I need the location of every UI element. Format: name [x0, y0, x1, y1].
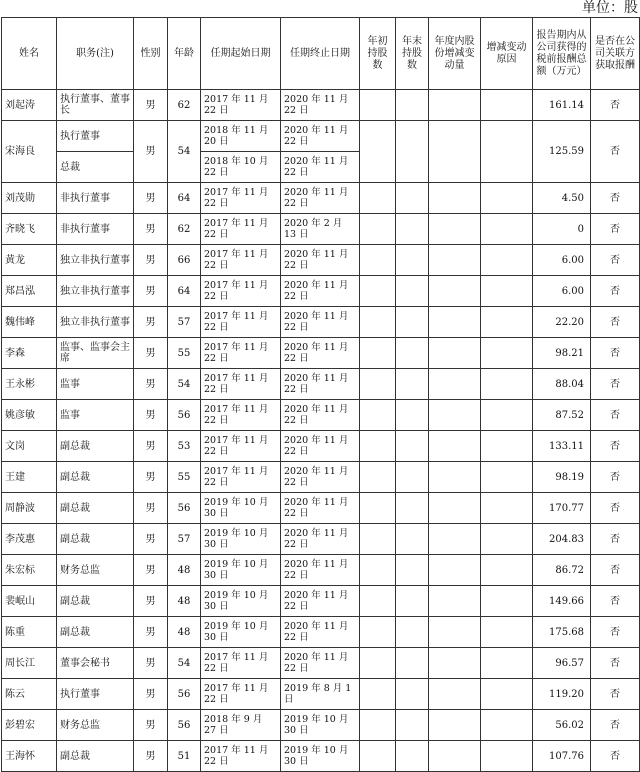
table-row: [2, 710, 640, 741]
cell-related-pay: 否: [591, 338, 640, 369]
cell-shares-begin: [360, 183, 396, 214]
cell-change-reason: [481, 710, 533, 741]
cell-shares-end: [396, 431, 429, 462]
cell-age: 62: [168, 214, 201, 245]
cell-gender: 男: [134, 276, 168, 307]
cell-change-reason: [481, 679, 533, 710]
cell-start-date: 2017 年 11 月 22 日: [201, 276, 281, 307]
cell-shares-end: [396, 121, 429, 183]
cell-gender: 男: [134, 245, 168, 276]
cell-title: 副总裁: [57, 617, 134, 648]
cell-end-date: 2020 年 11 月 22 日: [281, 462, 360, 493]
cell-shares-end: [396, 617, 429, 648]
cell-title: 总裁: [57, 152, 134, 183]
cell-shares-begin: [360, 679, 396, 710]
cell-shares-change: [429, 741, 481, 772]
cell-gender: 男: [134, 400, 168, 431]
cell-shares-change: [429, 276, 481, 307]
cell-title: 非执行董事: [57, 214, 134, 245]
cell-change-reason: [481, 586, 533, 617]
cell-title: 副总裁: [57, 741, 134, 772]
cell-gender: 男: [134, 493, 168, 524]
header-start-date: 任期起始日期: [201, 18, 281, 90]
cell-title: 董事会秘书: [57, 648, 134, 679]
executive-compensation-table: [1, 17, 640, 772]
cell-title: 财务总监: [57, 555, 134, 586]
header-gender: 性别: [134, 18, 168, 90]
cell-change-reason: [481, 90, 533, 121]
cell-age: 56: [168, 679, 201, 710]
cell-change-reason: [481, 400, 533, 431]
cell-change-reason: [481, 121, 533, 183]
cell-shares-change: [429, 586, 481, 617]
cell-name: 裴岷山: [2, 586, 57, 617]
cell-shares-begin: [360, 214, 396, 245]
cell-shares-begin: [360, 400, 396, 431]
cell-shares-end: [396, 524, 429, 555]
table-row: [2, 679, 640, 710]
cell-shares-change: [429, 338, 481, 369]
cell-change-reason: [481, 617, 533, 648]
cell-shares-change: [429, 307, 481, 338]
cell-shares-end: [396, 741, 429, 772]
cell-title: 副总裁: [57, 493, 134, 524]
cell-related-pay: 否: [591, 90, 640, 121]
cell-shares-change: [429, 183, 481, 214]
cell-name: 黄龙: [2, 245, 57, 276]
cell-gender: 男: [134, 214, 168, 245]
cell-age: 48: [168, 617, 201, 648]
cell-pay-total: 125.59: [533, 121, 591, 183]
cell-change-reason: [481, 555, 533, 586]
cell-shares-end: [396, 555, 429, 586]
header-name: 姓名: [2, 18, 57, 90]
cell-shares-end: [396, 307, 429, 338]
cell-end-date: 2020 年 2 月 13 日: [281, 214, 360, 245]
cell-start-date: 2019 年 10 月 30 日: [201, 586, 281, 617]
cell-shares-change: [429, 90, 481, 121]
cell-shares-begin: [360, 617, 396, 648]
cell-age: 64: [168, 183, 201, 214]
cell-age: 48: [168, 586, 201, 617]
cell-end-date: 2020 年 11 月 22 日: [281, 431, 360, 462]
cell-name: 陈云: [2, 679, 57, 710]
cell-related-pay: 否: [591, 400, 640, 431]
cell-shares-begin: [360, 90, 396, 121]
cell-shares-end: [396, 276, 429, 307]
header-shares-end: 年末持股数: [396, 18, 429, 90]
cell-change-reason: [481, 183, 533, 214]
cell-name: 李森: [2, 338, 57, 369]
cell-related-pay: 否: [591, 183, 640, 214]
table-row: [2, 741, 640, 772]
cell-shares-change: [429, 710, 481, 741]
cell-related-pay: 否: [591, 493, 640, 524]
cell-age: 54: [168, 648, 201, 679]
cell-name: 王建: [2, 462, 57, 493]
cell-name: 彭碧宏: [2, 710, 57, 741]
cell-title: 财务总监: [57, 710, 134, 741]
cell-shares-end: [396, 245, 429, 276]
cell-change-reason: [481, 741, 533, 772]
cell-shares-change: [429, 524, 481, 555]
cell-shares-end: [396, 90, 429, 121]
cell-shares-begin: [360, 648, 396, 679]
cell-end-date: 2020 年 11 月 22 日: [281, 121, 360, 152]
cell-start-date: 2018 年 10 月 22 日: [201, 152, 281, 183]
cell-age: 54: [168, 369, 201, 400]
cell-related-pay: 否: [591, 369, 640, 400]
cell-gender: 男: [134, 710, 168, 741]
cell-age: 51: [168, 741, 201, 772]
cell-end-date: 2020 年 11 月 22 日: [281, 183, 360, 214]
cell-pay-total: 107.76: [533, 741, 591, 772]
cell-shares-end: [396, 183, 429, 214]
table-row: [2, 400, 640, 431]
cell-shares-begin: [360, 741, 396, 772]
cell-age: 56: [168, 400, 201, 431]
cell-start-date: 2019 年 10 月 30 日: [201, 617, 281, 648]
cell-related-pay: 否: [591, 741, 640, 772]
header-shares-begin: 年初持股数: [360, 18, 396, 90]
cell-shares-end: [396, 586, 429, 617]
cell-age: 66: [168, 245, 201, 276]
cell-age: 48: [168, 555, 201, 586]
cell-start-date: 2017 年 11 月 22 日: [201, 679, 281, 710]
cell-end-date: 2019 年 8 月 1 日: [281, 679, 360, 710]
cell-related-pay: 否: [591, 245, 640, 276]
unit-label: 单位：股: [582, 0, 638, 16]
cell-change-reason: [481, 648, 533, 679]
cell-name: 王海怀: [2, 741, 57, 772]
table-row: [2, 183, 640, 214]
cell-change-reason: [481, 431, 533, 462]
cell-end-date: 2020 年 11 月 22 日: [281, 555, 360, 586]
table-row: [2, 338, 640, 369]
cell-pay-total: 175.68: [533, 617, 591, 648]
cell-shares-change: [429, 245, 481, 276]
header-pay-total: 报告期内从公司获得的税前报酬总额（万元）: [533, 18, 591, 90]
cell-start-date: 2017 年 11 月 22 日: [201, 369, 281, 400]
cell-pay-total: 6.00: [533, 245, 591, 276]
cell-start-date: 2017 年 11 月 22 日: [201, 90, 281, 121]
cell-gender: 男: [134, 183, 168, 214]
cell-title: 监事、监事会主席: [57, 338, 134, 369]
table-row: [2, 648, 640, 679]
cell-related-pay: 否: [591, 679, 640, 710]
cell-pay-total: 161.14: [533, 90, 591, 121]
cell-shares-end: [396, 648, 429, 679]
cell-age: 53: [168, 431, 201, 462]
table-row: [2, 586, 640, 617]
cell-gender: 男: [134, 90, 168, 121]
cell-shares-begin: [360, 462, 396, 493]
cell-end-date: 2020 年 11 月 22 日: [281, 276, 360, 307]
cell-shares-change: [429, 121, 481, 183]
cell-end-date: 2020 年 11 月 22 日: [281, 493, 360, 524]
cell-end-date: 2020 年 11 月 22 日: [281, 307, 360, 338]
cell-age: 56: [168, 493, 201, 524]
cell-change-reason: [481, 276, 533, 307]
cell-name: 齐晓飞: [2, 214, 57, 245]
cell-shares-begin: [360, 307, 396, 338]
cell-end-date: 2020 年 11 月 22 日: [281, 338, 360, 369]
cell-age: 56: [168, 710, 201, 741]
cell-pay-total: 56.02: [533, 710, 591, 741]
table-row: [2, 369, 640, 400]
cell-shares-change: [429, 431, 481, 462]
header-age: 年龄: [168, 18, 201, 90]
cell-pay-total: 4.50: [533, 183, 591, 214]
table-header-row: [2, 18, 640, 90]
table-row: [2, 524, 640, 555]
cell-gender: 男: [134, 369, 168, 400]
cell-start-date: 2017 年 11 月 22 日: [201, 400, 281, 431]
cell-shares-begin: [360, 369, 396, 400]
cell-shares-change: [429, 679, 481, 710]
cell-end-date: 2020 年 11 月 22 日: [281, 369, 360, 400]
cell-pay-total: 96.57: [533, 648, 591, 679]
cell-name: 刘起涛: [2, 90, 57, 121]
cell-name: 王永彬: [2, 369, 57, 400]
cell-title: 副总裁: [57, 524, 134, 555]
table-row: [2, 214, 640, 245]
cell-shares-end: [396, 710, 429, 741]
table-row: [2, 90, 640, 121]
cell-shares-end: [396, 493, 429, 524]
cell-related-pay: 否: [591, 121, 640, 183]
cell-gender: 男: [134, 679, 168, 710]
cell-name: 宋海良: [2, 121, 57, 183]
cell-end-date: 2020 年 11 月 22 日: [281, 617, 360, 648]
cell-pay-total: 22.20: [533, 307, 591, 338]
cell-end-date: 2020 年 11 月 22 日: [281, 586, 360, 617]
cell-shares-begin: [360, 710, 396, 741]
cell-gender: 男: [134, 338, 168, 369]
cell-pay-total: 98.19: [533, 462, 591, 493]
cell-pay-total: 6.00: [533, 276, 591, 307]
cell-pay-total: 119.20: [533, 679, 591, 710]
table-row: [2, 617, 640, 648]
cell-change-reason: [481, 214, 533, 245]
header-change-reason: 增减变动原因: [481, 18, 533, 90]
cell-end-date: 2020 年 11 月 22 日: [281, 90, 360, 121]
cell-shares-begin: [360, 245, 396, 276]
cell-related-pay: 否: [591, 214, 640, 245]
cell-start-date: 2017 年 11 月 22 日: [201, 462, 281, 493]
cell-gender: 男: [134, 462, 168, 493]
header-related-pay: 是否在公司关联方获取报酬: [591, 18, 640, 90]
cell-end-date: 2020 年 11 月 22 日: [281, 152, 360, 183]
cell-title: 监事: [57, 400, 134, 431]
cell-start-date: 2019 年 10 月 30 日: [201, 555, 281, 586]
cell-pay-total: 86.72: [533, 555, 591, 586]
cell-shares-change: [429, 648, 481, 679]
cell-start-date: 2017 年 11 月 22 日: [201, 183, 281, 214]
header-shares-change: 年度内股份增减变动量: [429, 18, 481, 90]
cell-shares-begin: [360, 338, 396, 369]
cell-start-date: 2019 年 10 月 30 日: [201, 524, 281, 555]
cell-pay-total: 170.77: [533, 493, 591, 524]
cell-shares-change: [429, 462, 481, 493]
cell-start-date: 2017 年 11 月 22 日: [201, 307, 281, 338]
cell-pay-total: 88.04: [533, 369, 591, 400]
cell-age: 55: [168, 338, 201, 369]
cell-shares-end: [396, 338, 429, 369]
cell-name: 陈重: [2, 617, 57, 648]
cell-age: 57: [168, 307, 201, 338]
cell-shares-change: [429, 400, 481, 431]
cell-related-pay: 否: [591, 710, 640, 741]
cell-start-date: 2017 年 11 月 22 日: [201, 338, 281, 369]
cell-age: 64: [168, 276, 201, 307]
header-title: 职务(注): [57, 18, 134, 90]
cell-start-date: 2017 年 11 月 22 日: [201, 245, 281, 276]
table-row: [2, 276, 640, 307]
cell-shares-begin: [360, 121, 396, 183]
cell-shares-begin: [360, 276, 396, 307]
cell-related-pay: 否: [591, 648, 640, 679]
cell-gender: 男: [134, 555, 168, 586]
cell-name: 刘茂勋: [2, 183, 57, 214]
cell-pay-total: 204.83: [533, 524, 591, 555]
cell-title: 独立非执行董事: [57, 276, 134, 307]
cell-shares-end: [396, 214, 429, 245]
cell-name: 李茂惠: [2, 524, 57, 555]
cell-related-pay: 否: [591, 307, 640, 338]
cell-gender: 男: [134, 121, 168, 183]
cell-shares-end: [396, 369, 429, 400]
cell-change-reason: [481, 369, 533, 400]
cell-start-date: 2019 年 10 月 30 日: [201, 493, 281, 524]
cell-name: 朱宏标: [2, 555, 57, 586]
cell-end-date: 2020 年 11 月 22 日: [281, 524, 360, 555]
cell-related-pay: 否: [591, 586, 640, 617]
cell-title: 监事: [57, 369, 134, 400]
cell-pay-total: 133.11: [533, 431, 591, 462]
cell-change-reason: [481, 245, 533, 276]
cell-shares-begin: [360, 493, 396, 524]
table-row: [2, 307, 640, 338]
cell-change-reason: [481, 338, 533, 369]
cell-shares-end: [396, 400, 429, 431]
cell-pay-total: 87.52: [533, 400, 591, 431]
cell-change-reason: [481, 493, 533, 524]
cell-start-date: 2017 年 11 月 22 日: [201, 431, 281, 462]
cell-name: 周长江: [2, 648, 57, 679]
cell-end-date: 2020 年 11 月 22 日: [281, 400, 360, 431]
cell-end-date: 2019 年 10 月 30 日: [281, 710, 360, 741]
cell-shares-change: [429, 369, 481, 400]
table-row: [2, 555, 640, 586]
cell-title: 独立非执行董事: [57, 307, 134, 338]
cell-name: 文岗: [2, 431, 57, 462]
cell-title: 执行董事: [57, 679, 134, 710]
cell-shares-begin: [360, 524, 396, 555]
cell-shares-change: [429, 214, 481, 245]
table-row: [2, 431, 640, 462]
table-row: [2, 121, 640, 152]
cell-pay-total: 0: [533, 214, 591, 245]
cell-title: 执行董事、董事长: [57, 90, 134, 121]
table-row: [2, 245, 640, 276]
cell-gender: 男: [134, 431, 168, 462]
cell-change-reason: [481, 462, 533, 493]
cell-title: 非执行董事: [57, 183, 134, 214]
cell-shares-begin: [360, 586, 396, 617]
cell-shares-end: [396, 462, 429, 493]
cell-title: 副总裁: [57, 586, 134, 617]
cell-related-pay: 否: [591, 431, 640, 462]
cell-shares-change: [429, 617, 481, 648]
cell-shares-change: [429, 493, 481, 524]
cell-age: 55: [168, 462, 201, 493]
cell-shares-begin: [360, 431, 396, 462]
cell-shares-begin: [360, 555, 396, 586]
cell-related-pay: 否: [591, 462, 640, 493]
cell-end-date: 2020 年 11 月 22 日: [281, 648, 360, 679]
cell-name: 魏伟峰: [2, 307, 57, 338]
cell-title: 独立非执行董事: [57, 245, 134, 276]
cell-related-pay: 否: [591, 276, 640, 307]
cell-start-date: 2018 年 11 月 20 日: [201, 121, 281, 152]
cell-age: 57: [168, 524, 201, 555]
cell-shares-change: [429, 555, 481, 586]
cell-shares-end: [396, 679, 429, 710]
cell-title: 副总裁: [57, 431, 134, 462]
cell-start-date: 2018 年 9 月 27 日: [201, 710, 281, 741]
cell-gender: 男: [134, 586, 168, 617]
cell-change-reason: [481, 524, 533, 555]
cell-gender: 男: [134, 741, 168, 772]
cell-change-reason: [481, 307, 533, 338]
cell-related-pay: 否: [591, 524, 640, 555]
cell-start-date: 2017 年 11 月 22 日: [201, 741, 281, 772]
cell-name: 姚彦敏: [2, 400, 57, 431]
cell-gender: 男: [134, 648, 168, 679]
cell-pay-total: 149.66: [533, 586, 591, 617]
cell-gender: 男: [134, 307, 168, 338]
cell-end-date: 2020 年 11 月 22 日: [281, 245, 360, 276]
cell-gender: 男: [134, 524, 168, 555]
cell-age: 54: [168, 121, 201, 183]
cell-pay-total: 98.21: [533, 338, 591, 369]
cell-title: 执行董事: [57, 121, 134, 152]
table-row: [2, 462, 640, 493]
cell-name: 郑昌泓: [2, 276, 57, 307]
cell-start-date: 2017 年 11 月 22 日: [201, 648, 281, 679]
cell-related-pay: 否: [591, 555, 640, 586]
table-row: [2, 493, 640, 524]
cell-age: 62: [168, 90, 201, 121]
header-end-date: 任期终止日期: [281, 18, 360, 90]
cell-related-pay: 否: [591, 617, 640, 648]
cell-end-date: 2019 年 10 月 30 日: [281, 741, 360, 772]
cell-start-date: 2017 年 11 月 22 日: [201, 214, 281, 245]
cell-name: 周静波: [2, 493, 57, 524]
cell-title: 副总裁: [57, 462, 134, 493]
cell-gender: 男: [134, 617, 168, 648]
